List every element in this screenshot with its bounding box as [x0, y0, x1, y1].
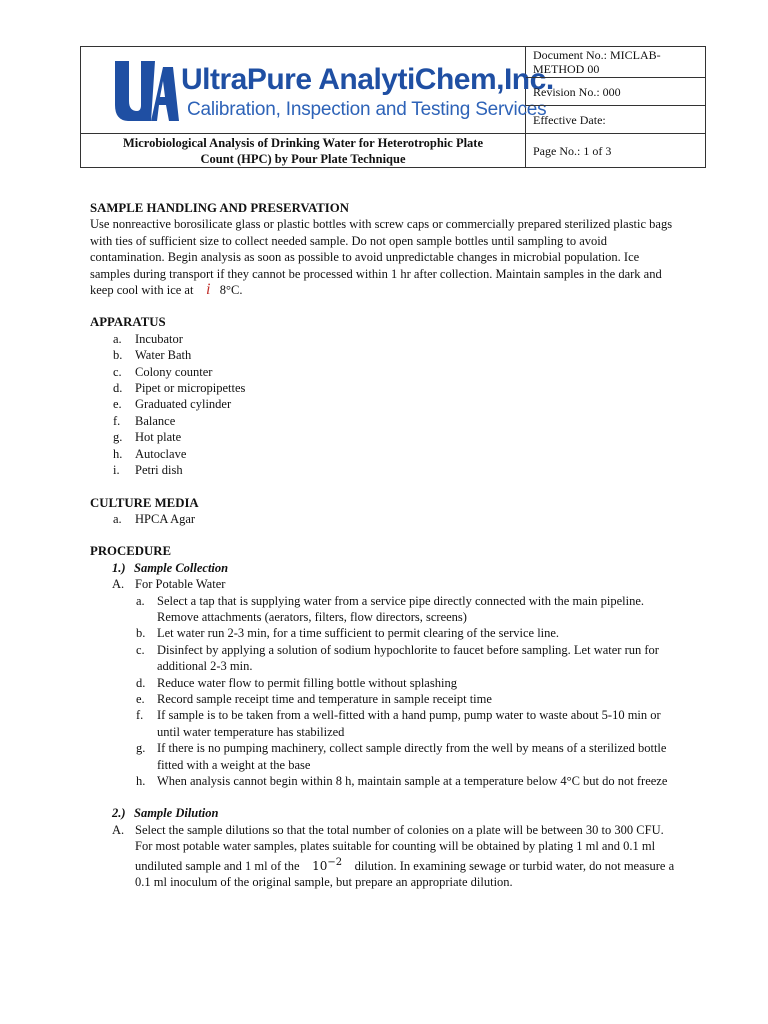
document-title-line-2: Count (HPC) by Pour Plate Technique	[200, 151, 406, 166]
potable-water-heading	[112, 576, 680, 592]
effective-date: Effective Date:	[526, 105, 705, 133]
list-item-text: If sample is to be taken from a well-fitted with a hand pump, pump water to waste about 5-10 min or until water temperature has stabilized	[157, 708, 661, 739]
section-heading: APPARATUS	[90, 315, 166, 330]
list-item	[90, 691, 680, 707]
dilution-text-pre: Select the sample dilutions so that the total number of colonies on a plate will be between 30 to 300 CFU. For most potable water samples, plates suitable for counting will be obtained by plating 1 ml and 0.1 ml undiluted sample and 1 ml of the	[135, 822, 664, 873]
list-item-text: When analysis cannot begin within 8 h, maintain sample at a temperature below 4°C but do not freeze	[157, 774, 668, 788]
list-item-text: Reduce water flow to permit filling bottle without splashing	[157, 675, 457, 690]
list-marker: a.	[136, 593, 145, 608]
step-number: 2.)	[112, 806, 126, 821]
step-title: Sample Collection	[134, 560, 229, 575]
document-meta	[526, 47, 705, 167]
list-item	[90, 707, 680, 740]
list-item-text: Incubator	[135, 331, 183, 346]
list-marker: c.	[113, 364, 122, 379]
list-marker: f.	[136, 708, 144, 723]
step-number: 1.)	[112, 560, 126, 575]
list-item	[90, 773, 680, 789]
list-marker: a.	[113, 331, 122, 346]
subsection-title: For Potable Water	[135, 577, 226, 592]
list-item-text: HPCA Agar	[135, 511, 196, 526]
apparatus-list	[90, 331, 680, 479]
sample-collection-heading	[112, 560, 680, 576]
section-heading: SAMPLE HANDLING AND PRESERVATION	[90, 201, 349, 215]
list-item-text: Balance	[135, 413, 176, 428]
list-item	[90, 511, 680, 527]
document-title	[81, 133, 526, 167]
sample-handling-body: Use nonreactive borosilicate glass or plastic bottles with screw caps or commercially prepared sterilized plastic bags with ties of sufficient size to collect needed sample. Do not open sample bottles until sampling to avoid contamination. Begin analysis as soon as possible to avoid unpredictable changes in microbial population. Ice samples during transport if they cannot be processed within 1 hr after collection. Maintain samples in the dark and keep cool with ice at	[90, 217, 673, 298]
document-body	[90, 200, 680, 890]
list-item	[90, 593, 680, 626]
list-item-text: Pipet or micropipettes	[135, 381, 246, 396]
document-number: Document No.: MICLAB-METHOD 00	[533, 48, 661, 76]
sample-handling-section	[90, 200, 680, 298]
step-title: Sample Dilution	[134, 806, 219, 821]
list-item	[90, 396, 680, 412]
list-marker: i.	[113, 463, 120, 478]
list-item	[90, 462, 680, 478]
section-heading: CULTURE MEDIA	[90, 495, 199, 510]
subsection-marker: A.	[112, 577, 125, 592]
apparatus-section	[90, 314, 680, 478]
document-title-line-1: Microbiological Analysis of Drinking Water for Heterotrophic Plate	[122, 135, 484, 150]
list-marker: b.	[113, 348, 123, 363]
list-item-text: Record sample receipt time and temperature in sample receipt time	[157, 691, 492, 706]
list-item	[90, 675, 680, 691]
page-number: Page No.: 1 of 3	[526, 133, 705, 167]
sample-dilution-heading	[112, 805, 680, 821]
list-item-text: Let water run 2-3 min, for a time sufficient to permit clearing of the service line.	[157, 626, 560, 641]
subsection-marker: A.	[112, 822, 125, 837]
dilution-text-post: dilution. In examining sewage or turbid water, do not measure a 0.1 ml inoculum of the original sample, but prepare an appropriate dilution.	[135, 858, 675, 890]
list-marker: g.	[113, 430, 123, 445]
logo-cell	[81, 47, 554, 133]
sample-handling-text	[90, 216, 680, 298]
list-item-text: Water Bath	[135, 348, 192, 363]
sample-collection-steps	[90, 593, 680, 790]
list-item	[90, 331, 680, 347]
list-item-text: Graduated cylinder	[135, 397, 232, 412]
less-equal-symbol: i	[205, 281, 211, 299]
list-item-text: Colony counter	[135, 364, 213, 379]
storage-temperature: 8°C.	[219, 283, 243, 298]
list-item	[90, 740, 680, 773]
list-item	[90, 642, 680, 675]
list-item	[90, 364, 680, 380]
list-marker: e.	[136, 691, 145, 706]
list-item	[90, 429, 680, 445]
culture-media-list	[90, 511, 680, 527]
dilution-paragraph	[112, 822, 680, 891]
list-item	[90, 380, 680, 396]
list-item-text: Autoclave	[135, 446, 187, 461]
ua-logo-mark-icon	[111, 59, 181, 123]
list-marker: d.	[113, 381, 123, 396]
list-marker: h.	[136, 774, 146, 788]
list-item	[90, 347, 680, 363]
dilution-exponent: −2	[327, 856, 343, 868]
list-item	[90, 625, 680, 641]
list-marker: h.	[113, 446, 123, 461]
dilution-factor	[312, 856, 343, 873]
document-header	[80, 46, 706, 168]
list-marker: f.	[113, 413, 121, 428]
list-marker: c.	[136, 642, 145, 657]
list-marker: b.	[136, 626, 146, 641]
list-marker: d.	[136, 675, 146, 690]
list-item-text: Disinfect by applying a solution of sodium hypochlorite to faucet before sampling. Let water run for additional 2-3 min.	[157, 642, 659, 674]
list-item-text: Petri dish	[135, 463, 183, 478]
list-item	[90, 413, 680, 429]
company-tagline: Calibration, Inspection and Testing Services	[187, 99, 547, 120]
list-marker: a.	[113, 511, 122, 526]
list-marker: e.	[113, 397, 122, 412]
list-item-text: Hot plate	[135, 430, 182, 445]
list-marker: g.	[136, 741, 146, 756]
revision-number: Revision No.: 000	[526, 77, 705, 105]
company-name: UltraPure AnalytiChem,Inc.	[181, 63, 554, 96]
culture-media-section	[90, 495, 680, 528]
list-item	[90, 446, 680, 462]
section-heading: PROCEDURE	[90, 544, 172, 559]
procedure-section	[90, 543, 680, 890]
list-item-text: If there is no pumping machinery, collect sample directly from the well by means of a sterilized bottle fitted with a weight at the base	[157, 741, 667, 772]
company-logo	[111, 59, 554, 123]
dilution-base: 10	[312, 858, 328, 873]
list-item-text: Select a tap that is supplying water from a service pipe directly connected with the main pipeline. Remove attachments (aerators, filters, flow directors, screens)	[157, 593, 644, 624]
